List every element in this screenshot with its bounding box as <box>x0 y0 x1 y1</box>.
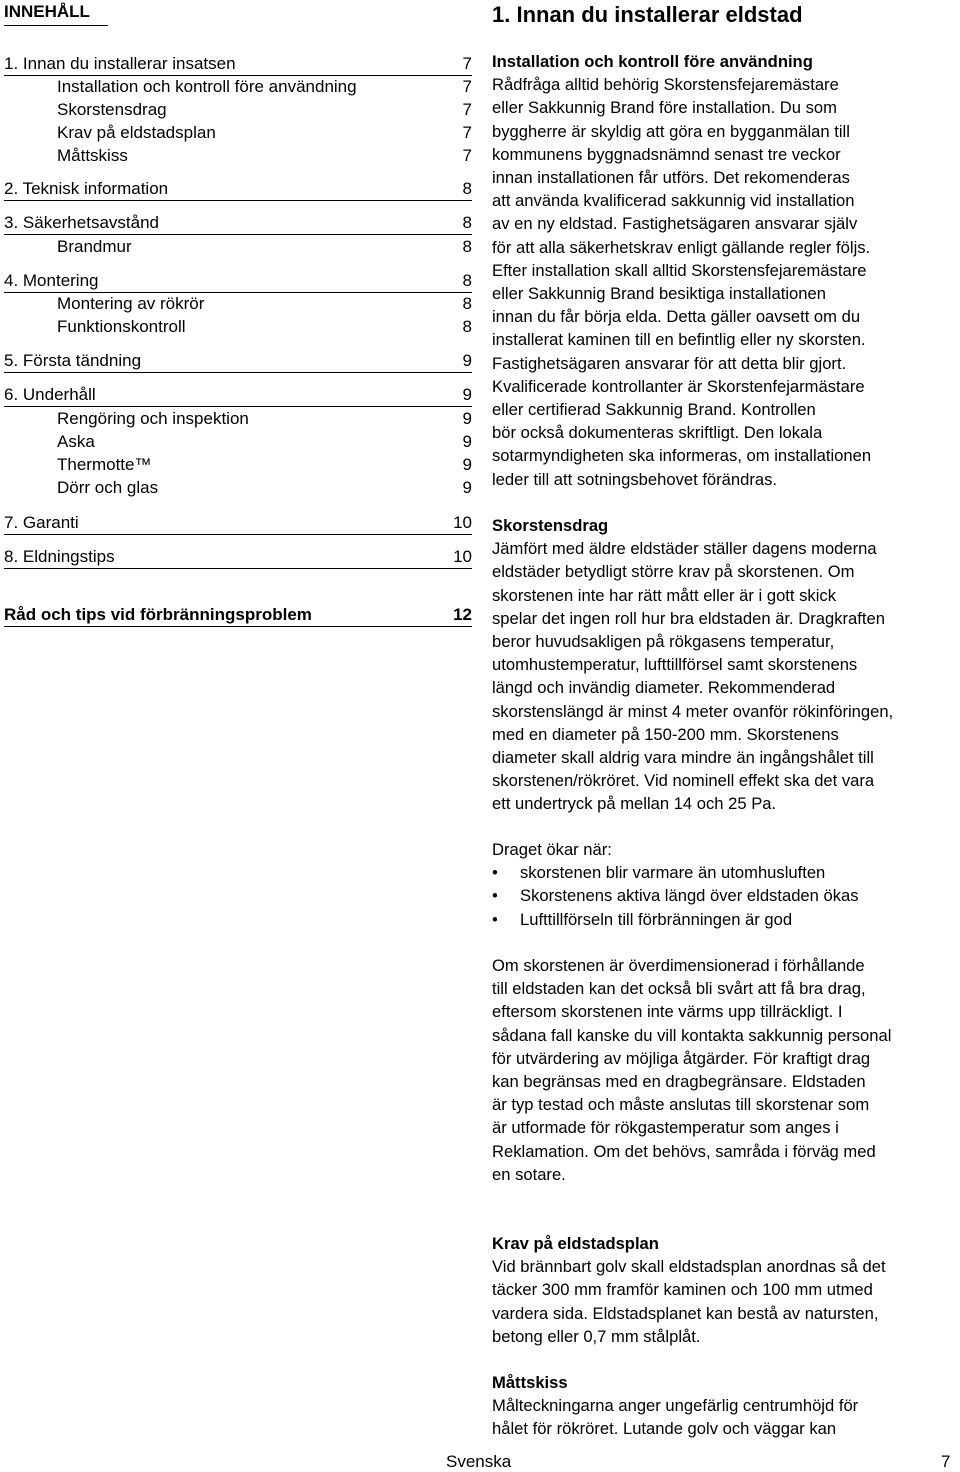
text-line: installerat kaminen till en befintlig eller ny skorsten. <box>492 330 866 350</box>
toc-entry-label: Krav på eldstadsplan <box>57 123 216 142</box>
installation-block <box>492 50 960 491</box>
toc-entry-label: Montering av rökrör <box>57 294 205 313</box>
toc-entry-page: 9 <box>462 432 472 451</box>
toc-entry-label: 6. Underhåll <box>4 385 96 404</box>
installation-heading: Installation och kontroll före användning <box>492 52 813 71</box>
toc-entry-page: 10 <box>453 513 472 532</box>
text-line: för att alla säkerhetskrav enligt gällande regler följs. <box>492 237 871 257</box>
toc-entry-label: Skorstensdrag <box>57 100 167 119</box>
text-line: längd och invändig diameter. Rekommenderad <box>492 678 836 698</box>
text-line: beror huvudsakligen på rökgasens temperatur, <box>492 632 835 652</box>
toc-entry-label: Brandmur <box>57 237 132 256</box>
toc-entry-label: Måttskiss <box>57 146 128 165</box>
text-line: innan du får börja elda. Detta gäller oavsett om du <box>492 307 861 327</box>
oversize-block <box>492 954 960 1186</box>
sketch-block <box>492 1371 960 1441</box>
text-line: en sotare. <box>492 1164 566 1184</box>
toc-entry[interactable] <box>4 53 472 76</box>
toc-entry-label: Rengöring och inspektion <box>57 409 249 428</box>
toc-entry[interactable] <box>4 604 472 627</box>
hearth-heading: Krav på eldstadsplan <box>492 1234 659 1253</box>
draft-text <box>492 537 960 815</box>
toc-entry-label: Dörr och glas <box>57 478 159 497</box>
toc-entry-label: 1. Innan du installerar insatsen <box>4 54 236 73</box>
text-line: betong eller 0,7 mm stålplåt. <box>492 1326 701 1346</box>
text-line: för utvärdering av möjliga åtgärder. För kraftigt drag <box>492 1048 871 1068</box>
toc-entry-label: 4. Montering <box>4 271 99 290</box>
text-line: täcker 300 mm framför kaminen och 100 mm utmed <box>492 1280 873 1300</box>
text-line: till eldstaden kan det också bli svårt att få bra drag, <box>492 979 866 999</box>
hearth-block <box>492 1232 960 1348</box>
text-line: eller certifierad Sakkunnig Brand. Kontrollen <box>492 400 816 420</box>
toc-entry-page: 7 <box>462 77 472 96</box>
toc-entry-page: 8 <box>462 317 472 336</box>
text-line: hålet för rökröret. Lutande golv och väggar kan <box>492 1419 837 1439</box>
text-line: av en ny eldstad. Fastighetsägaren ansvarar själv <box>492 214 858 234</box>
toc-entry-page: 9 <box>462 351 472 370</box>
text-line: byggherre är skyldig att göra en bygganmälan till <box>492 121 850 141</box>
text-line: Om skorstenen är överdimensionerad i förhållande <box>492 956 865 975</box>
bullet-item: • Skorstenens aktiva längd över eldstaden ökas <box>492 884 960 907</box>
text-line: att använda kvalificerad sakkunnig vid installation <box>492 191 855 211</box>
toc-entry-page: 9 <box>462 385 472 404</box>
toc-entry[interactable] <box>4 316 472 338</box>
draft-bullet-list <box>492 861 960 931</box>
toc-entry-label: Råd och tips vid förbränningsproblem <box>4 605 312 624</box>
text-line: med en diameter på 150-200 mm. Skorstenens <box>492 724 839 744</box>
toc-entry-page: 12 <box>453 605 472 624</box>
toc-entry-page: 8 <box>462 271 472 290</box>
text-line: Rådfråga alltid behörig Skorstensfejaremästare <box>492 75 839 95</box>
text-line: Vid brännbart golv skall eldstadsplan anordnas så det <box>492 1257 886 1277</box>
toc-entry[interactable] <box>4 236 472 258</box>
footer-page-number: 7 <box>941 1452 951 1471</box>
toc-entry-label: Aska <box>57 432 95 451</box>
toc-entry-page: 8 <box>462 294 472 313</box>
toc-entry-page: 9 <box>462 455 472 474</box>
text-line: sådana fall kanske du vill kontakta sakkunnig personal <box>492 1025 892 1045</box>
toc-entry-label: 3. Säkerhetsavstånd <box>4 213 159 232</box>
toc-entry-page: 7 <box>462 100 472 119</box>
text-line: eller Sakkunnig Brand besiktiga installationen <box>492 284 826 304</box>
draft-increase-block <box>492 838 960 931</box>
section-title: 1. Innan du installerar eldstad <box>492 2 803 27</box>
text-line: skorstenslängd är minst 4 meter ovanför rökinföringen, <box>492 701 894 721</box>
table-of-contents <box>4 0 472 26</box>
hearth-text <box>492 1255 960 1348</box>
toc-entry-label: 2. Teknisk information <box>4 179 169 198</box>
text-line: eftersom skorstenen inte värms upp tillräckligt. I <box>492 1002 843 1022</box>
toc-entry-label: 5. Första tändning <box>4 351 142 370</box>
toc-entry-page: 8 <box>462 179 472 198</box>
text-line: Målteckningarna anger ungefärlig centrumhöjd för <box>492 1396 859 1416</box>
text-line: Fastighetsägaren ansvarar för att detta blir gjort. <box>492 353 847 373</box>
toc-entry-label: Thermotte™ <box>57 455 152 474</box>
text-line: är typ testad och måste anslutas till skorstenar som <box>492 1095 870 1115</box>
text-line: kommunens byggnadsnämnd senast tre veckor <box>492 144 841 164</box>
sketch-text <box>492 1394 960 1440</box>
toc-title: INNEHÅLL <box>4 0 108 26</box>
toc-entry[interactable] <box>4 477 472 499</box>
bullet-item: • Lufttillförseln till förbränningen är god <box>492 908 960 931</box>
toc-entry-page: 9 <box>462 409 472 428</box>
toc-entry[interactable] <box>4 546 472 569</box>
text-line: sotarmyndigheten ska informeras, om installationen <box>492 446 872 466</box>
installation-text <box>492 73 960 491</box>
toc-entry-page: 7 <box>462 54 472 73</box>
toc-entry[interactable] <box>4 293 472 315</box>
draft-heading: Skorstensdrag <box>492 516 609 535</box>
text-line: bör också dokumenteras skriftligt. Den lokala <box>492 423 823 443</box>
bullet-item: • skorstenen blir varmare än utomhusluften <box>492 861 960 884</box>
text-line: skorstenen/rökröret. Vid nominell effekt ska det vara <box>492 771 875 791</box>
toc-entry-page: 8 <box>462 213 472 232</box>
text-line: eller Sakkunnig Brand före installation. Du som <box>492 98 837 118</box>
toc-entry[interactable] <box>4 145 472 167</box>
toc-entry[interactable] <box>4 384 472 407</box>
toc-entry[interactable] <box>4 350 472 373</box>
toc-entry[interactable] <box>4 178 472 201</box>
text-line: leder till att sotningsbehovet förändras. <box>492 469 778 489</box>
footer-language: Svenska <box>446 1452 512 1471</box>
draft-block <box>492 514 960 816</box>
toc-entry[interactable] <box>4 76 472 98</box>
toc-entry[interactable] <box>4 454 472 476</box>
text-line: ett undertryck på mellan 14 och 25 Pa. <box>492 794 777 814</box>
toc-entry-page: 9 <box>462 478 472 497</box>
toc-entry[interactable] <box>4 431 472 453</box>
toc-entry[interactable] <box>4 408 472 430</box>
toc-entry[interactable] <box>4 122 472 144</box>
toc-entry[interactable] <box>4 512 472 535</box>
text-line: skorstenen inte har rätt mått eller är i gott skick <box>492 585 836 605</box>
oversize-text <box>492 954 960 1186</box>
text-line: Kvalificerade kontrollanter är Skorstenfejarmästare <box>492 376 865 396</box>
text-line: kan begränsas med en dragbegränsare. Eldstaden <box>492 1072 866 1092</box>
sketch-heading: Måttskiss <box>492 1373 568 1392</box>
text-line: Efter installation skall alltid Skorstensfejaremästare <box>492 260 867 280</box>
toc-entry-label: Installation och kontroll före användning <box>57 77 357 96</box>
text-line: spelar det ingen roll hur bra eldstaden är. Dragkraften <box>492 608 885 628</box>
text-line: Reklamation. Om det behövs, samråda i förväg med <box>492 1141 876 1161</box>
toc-entry-label: 7. Garanti <box>4 513 79 532</box>
text-line: vardera sida. Eldstadsplanet kan bestå av natursten, <box>492 1303 879 1323</box>
text-line: diameter skall aldrig vara mindre än ingångshålet till <box>492 748 874 768</box>
toc-entry-label: Funktionskontroll <box>57 317 186 336</box>
draft-increase-intro: Draget ökar när: <box>492 840 612 859</box>
toc-entry[interactable] <box>4 212 472 235</box>
text-line: innan installationen får utförs. Det rekomenderas <box>492 168 850 188</box>
toc-entry-page: 10 <box>453 547 472 566</box>
toc-entry-label: 8. Eldningstips <box>4 547 115 566</box>
toc-entry-page: 7 <box>462 146 472 165</box>
toc-entry-page: 8 <box>462 237 472 256</box>
text-line: eldstäder betydligt större krav på skorstenen. Om <box>492 562 855 582</box>
text-line: är utformade för rökgastemperatur som anges i <box>492 1118 839 1138</box>
text-line: Jämfört med äldre eldstäder ställer dagens moderna <box>492 539 877 559</box>
toc-entry-page: 7 <box>462 123 472 142</box>
text-line: utomhustemperatur, lufttillförsel samt skorstenens <box>492 655 858 675</box>
toc-entry[interactable] <box>4 99 472 121</box>
toc-entry[interactable] <box>4 270 472 293</box>
